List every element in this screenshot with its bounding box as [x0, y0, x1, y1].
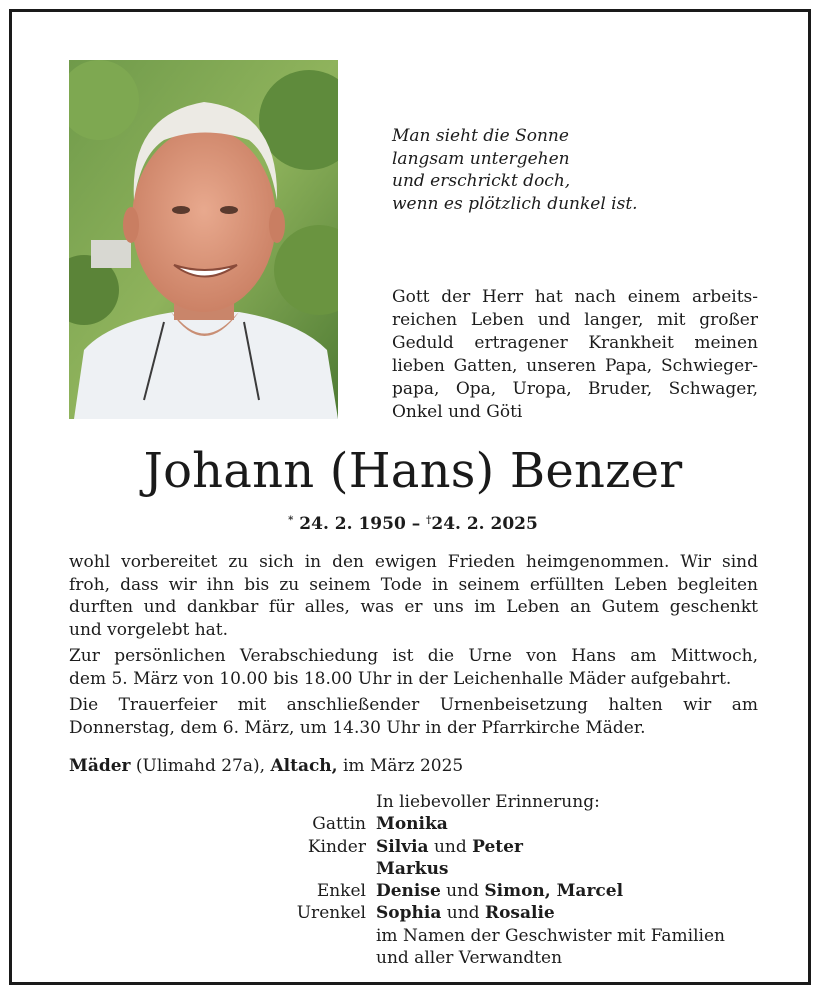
family-role: Urenkel	[296, 903, 366, 924]
family-heading: In liebevoller Erinnerung:	[376, 792, 600, 812]
family-closing: und aller Verwandten	[376, 948, 563, 969]
body-line: Zur persönlichen Verabschiedung ist die Urne von Hans am Mittwoch,	[69, 646, 758, 666]
deceased-name: Johann (Hans) Benzer	[143, 443, 683, 499]
intro-line: Geduld ertragener Krankheit meinen	[392, 333, 758, 353]
town-1: Mäder	[69, 756, 131, 776]
family-role: Kinder	[307, 836, 366, 857]
family-role: Gattin	[312, 814, 366, 835]
birth-date: 24. 2. 1950	[299, 514, 406, 534]
intro-text	[392, 286, 758, 424]
intro-line: Onkel und Göti	[392, 402, 523, 422]
notice-date: im März 2025	[337, 756, 464, 776]
body-line: durften und dankbar für alles, was er uns im Leben an Gutem geschenkt	[69, 597, 758, 617]
body-line: Donnerstag, dem 6. März, um 14.30 Uhr in der Pfarrkirche Mäder.	[69, 717, 646, 738]
body-line: froh, dass wir ihn bis zu seinem Tode in seinem erfüllten Leben begleiten	[69, 574, 758, 595]
family-conjunction: und	[428, 836, 473, 857]
intro-line: Gott der Herr hat nach einem arbeits-	[392, 287, 758, 307]
life-dates	[0, 508, 826, 537]
body-line: wohl vorbereitet zu sich in den ewigen Frieden heimgenommen. Wir sind	[69, 552, 758, 572]
family-member: Rosalie	[484, 903, 555, 924]
intro-line: reichen Leben und langer, mit großer	[392, 310, 758, 330]
family-member: Denise	[376, 881, 441, 902]
quote-line: Man sieht die Sonne	[392, 126, 569, 146]
date-dash: –	[411, 514, 421, 534]
family-member: Silvia	[376, 836, 429, 857]
death-date: 24. 2. 2025	[431, 514, 538, 534]
family-member: Simon, Marcel	[484, 881, 624, 902]
family-role: Enkel	[316, 881, 366, 902]
death-symbol: †	[426, 515, 432, 526]
family-member: Monika	[376, 814, 448, 835]
family-conjunction: und	[440, 881, 485, 902]
family-member: Markus	[376, 858, 449, 879]
intro-line: lieben Gatten, unseren Papa, Schwieger-	[392, 356, 758, 376]
body-text	[69, 551, 758, 739]
town-2: Altach,	[270, 756, 338, 776]
quote-line: langsam untergehen	[392, 148, 570, 169]
portrait-photo	[69, 60, 338, 419]
address: (Ulimahd 27a),	[130, 756, 271, 776]
body-line: und vorgelebt hat.	[69, 619, 229, 640]
place-date-line	[69, 754, 463, 778]
birth-symbol: *	[288, 515, 294, 526]
body-line: Die Trauerfeier mit anschließender Urnenbeisetzung halten wir am	[69, 695, 758, 715]
family-member: Peter	[472, 836, 523, 857]
family-conjunction: und	[441, 903, 485, 924]
body-line: dem 5. März von 10.00 bis 18.00 Uhr in der Leichenhalle Mäder aufgebahrt.	[69, 668, 732, 689]
quote-poem	[392, 125, 638, 215]
intro-line: papa, Opa, Uropa, Bruder, Schwager,	[392, 379, 758, 399]
family-member: Sophia	[376, 903, 442, 924]
quote-line: und erschrickt doch,	[392, 171, 571, 191]
family-closing: im Namen der Geschwister mit Familien	[376, 925, 725, 946]
family-list	[200, 791, 800, 969]
quote-line: wenn es plötzlich dunkel ist.	[392, 193, 638, 214]
